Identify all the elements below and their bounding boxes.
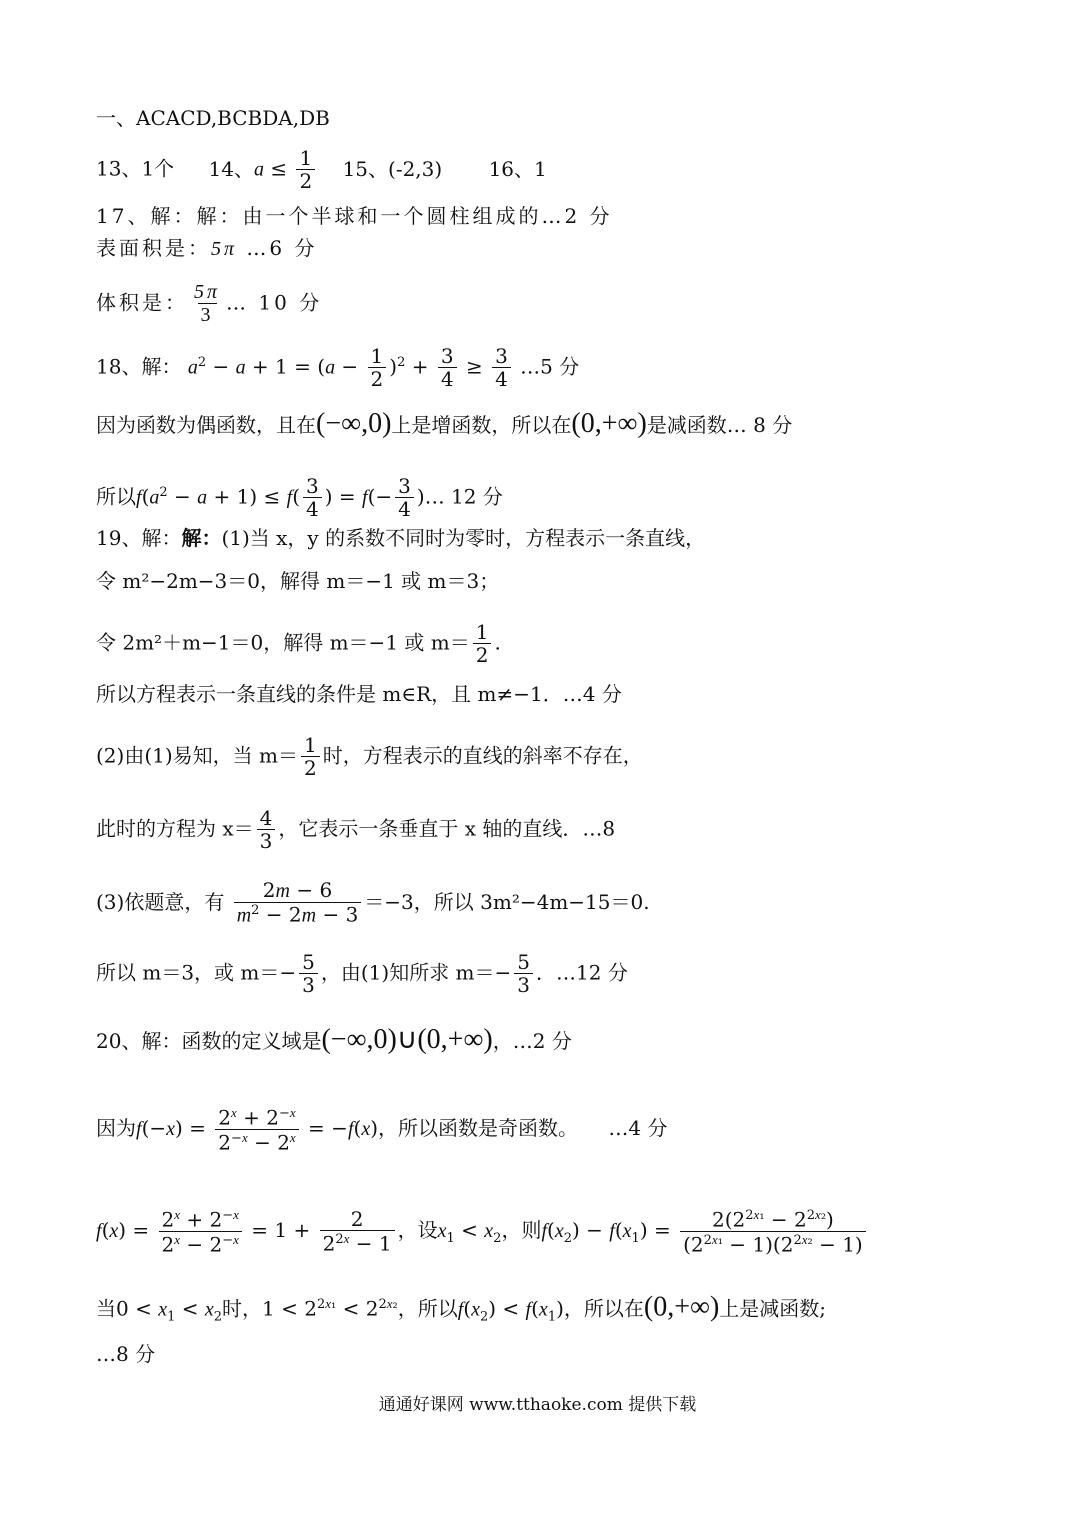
q19-line-h: 所以 m＝3，或 m＝− $\frac{5}{3}$ ，由(1)知所求 m＝− $\frac{5}{3}$ ．…12 分	[96, 950, 628, 997]
q19-line-f: 此时的方程为 x＝ $\frac{4}{3}$ ，它表示一条垂直于 x 轴的直线．…8	[96, 806, 616, 853]
q19-line-b: 令 m²−2m−3＝0，解得 m＝−1 或 m＝3；	[96, 569, 500, 593]
q19-line-e: (2)由(1)易知，当 m＝ $\frac{1}{2}$ 时，方程表示的直线的斜率不存在，	[96, 733, 643, 780]
q19-line-g: (3)依题意，有 $\frac{2m - 6}{m^2 - 2m - 3}$ ＝−3，所以 3m²−4m−15＝0.	[96, 878, 650, 927]
q17-line-a: 17、解：解：由一个半球和一个圆柱组成的…2 分	[96, 204, 613, 228]
q19-line-d: 所以方程表示一条直线的条件是 m∈R，且 m≠−1．…4 分	[96, 682, 622, 706]
q17-line-c: 体积是： $\frac{5\pi}{3}$ … 10 分	[96, 281, 323, 326]
q20-line-c: f(x) = $\frac{2^x + 2^{-x}}{2^x - 2^{-x}}$ = 1 + $\frac{2}{2^{2x} - 1}$ ，设$x_1 < x_2$，则$f(x_2) - f(x_1)$ = $\frac{2(2^{2x_1} - 2^{2x_2})}{(2^{2x_1} - 1)(2^{2x_2} - 1)}$	[96, 1208, 869, 1255]
answers-13-16: 13、1个 14、a ≤ $\frac{1}{2}$ 15、(-2,3) 16、1	[96, 146, 547, 193]
footer-credit: 通通好课网 www.tthaoke.com 提供下载	[378, 1395, 697, 1415]
q18-line-a: 18、解： $a^2 - a + 1 = (a$ − $\frac{1}{2}$ )$^2$ + $\frac{3}{4}$ ≥ $\frac{3}{4}$ …5 分	[96, 344, 580, 391]
q19-line-c: 令 2m²＋m−1＝0，解得 m＝−1 或 m＝ $\frac{1}{2}$ .	[96, 620, 501, 667]
answer-line-1: 一、ACACD,BCBDA,DB	[96, 106, 330, 130]
q18-line-c: 所以$f(a^2 - a + 1) \le f$( $\frac{3}{4}$ ) = f(− $\frac{3}{4}$ )… 12 分	[96, 474, 503, 521]
q20-line-d: 当$0 < x_1 < x_2$时，$1 < 2^{2x_1} < 2^{2x_2}$，所以$f(x_2) < f(x_1)$，所以在(0,+∞)上是减函数;	[96, 1291, 827, 1325]
q20-line-e: …8 分	[96, 1342, 156, 1366]
q18-line-b: 因为函数为偶函数，且在(−∞,0)上是增函数，所以在(0,+∞)是减函数… 8 分	[96, 408, 793, 439]
q20-line-a: 20、解：函数的定义域是(−∞,0)∪(0,+∞)，…2 分	[96, 1024, 572, 1055]
q20-line-b: 因为f(−x) = $\frac{2^x + 2^{-x}}{2^{-x} - 2^x}$ = −f(x)，所以函数是奇函数。 …4 分	[96, 1105, 668, 1155]
fraction: $\frac{5\pi}{3}$	[194, 281, 221, 326]
q19-line-a: 19、解：解：(1)当 x，y 的系数不同时为零时，方程表示一条直线，	[96, 526, 706, 550]
fraction: $\frac{1}{2}$	[296, 148, 315, 192]
q17-line-b: 表面积是：5π …6 分	[96, 236, 318, 260]
